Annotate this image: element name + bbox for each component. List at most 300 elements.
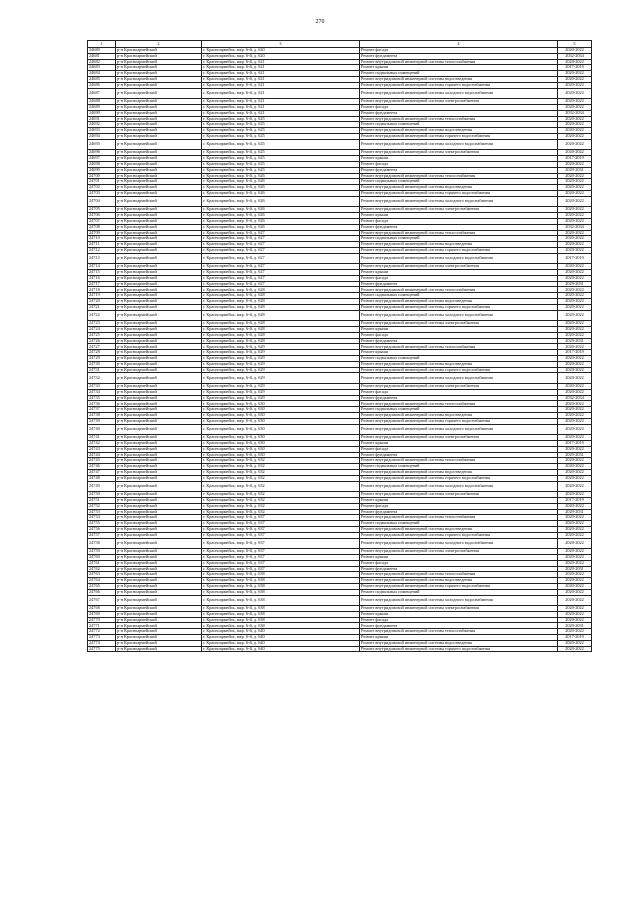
address-cell: г. Красноармейск, мкр. 6-й, д. 627 <box>202 275 360 281</box>
work-type-cell: Ремонт фундамента <box>360 53 558 59</box>
period-cell: 2017-2019 <box>558 497 592 503</box>
work-type-cell: Ремонт внутридомовой инженерной системы электроснабжения <box>360 384 558 390</box>
period-cell: 2020-2022 <box>558 128 592 134</box>
work-type-cell: Ремонт внутридомовой инженерной системы электроснабжения <box>360 606 558 612</box>
work-type-cell: Ремонт фасада <box>360 275 558 281</box>
address-cell: г. Красноармейск, мкр. 6-й, д. 621 <box>202 65 360 71</box>
address-cell: г. Красноармейск, мкр. 6-й, д. 640 <box>202 646 360 652</box>
work-type-cell: Ремонт внутридомовой инженерной системы горячего водоснабжения <box>360 646 558 652</box>
district-cell: р-н Красноармейский <box>116 65 202 71</box>
district-cell: р-н Красноармейский <box>116 133 202 139</box>
period-cell: 2020-2022 <box>558 538 592 549</box>
period-cell: 2020-2022 <box>558 469 592 475</box>
work-type-cell: Ремонт внутридомовой инженерной системы горячего водоснабжения <box>360 583 558 589</box>
work-type-cell: Ремонт фундамента <box>360 338 558 344</box>
period-cell: 2020-2022 <box>558 179 592 185</box>
table-row <box>88 646 592 652</box>
district-cell: р-н Красноармейский <box>116 230 202 236</box>
district-cell: р-н Красноармейский <box>116 560 202 566</box>
period-cell: 2020-2022 <box>558 116 592 122</box>
address-cell: г. Красноармейск, мкр. 6-й, д. 637 <box>202 538 360 549</box>
row-number-cell: 24717 <box>88 281 116 287</box>
row-number-cell: 24742 <box>88 440 116 446</box>
row-number-cell: 24698 <box>88 161 116 167</box>
row-number-cell: 24735 <box>88 395 116 401</box>
row-number-cell: 24686 <box>88 82 116 88</box>
work-type-cell: Ремонт внутридомовой инженерной системы водоотведения <box>360 299 558 305</box>
work-type-cell: Ремонт крыши <box>360 270 558 276</box>
address-cell: г. Красноармейск, мкр. 6-й, д. 632 <box>202 475 360 481</box>
district-cell: р-н Красноармейский <box>116 492 202 498</box>
district-cell: р-н Красноармейский <box>116 350 202 356</box>
address-cell: г. Красноармейск, мкр. 6-й, д. 620 <box>202 53 360 59</box>
address-cell: г. Красноармейск, мкр. 6-й, д. 625 <box>202 128 360 134</box>
address-cell: г. Красноармейск, мкр. 6-й, д. 638 <box>202 611 360 617</box>
row-number-cell: 24721 <box>88 304 116 310</box>
work-type-cell: Ремонт крыши <box>360 213 558 219</box>
row-number-cell: 24773 <box>88 635 116 641</box>
period-cell: 2020-2022 <box>558 356 592 362</box>
capital-repair-table <box>87 40 592 652</box>
period-cell: 2020-2022 <box>558 424 592 435</box>
address-cell: г. Красноармейск, мкр. 6-й, д. 638 <box>202 572 360 578</box>
period-cell: 2020-2022 <box>558 133 592 139</box>
address-cell: г. Красноармейск, мкр. 6-й, д. 630 <box>202 440 360 446</box>
row-number-cell: 24761 <box>88 560 116 566</box>
period-cell: 2020-2022 <box>558 76 592 82</box>
period-cell: 2032-2034 <box>558 53 592 59</box>
period-cell: 2020-2022 <box>558 71 592 77</box>
address-cell: г. Красноармейск, мкр. 6-й, д. 640 <box>202 635 360 641</box>
row-number-cell: 24733 <box>88 384 116 390</box>
row-number-cell: 24718 <box>88 287 116 293</box>
work-type-cell: Ремонт фундамента <box>360 566 558 572</box>
row-number-cell: 24774 <box>88 640 116 646</box>
address-cell: г. Красноармейск, мкр. 6-й, д. 626 <box>202 196 360 207</box>
row-number-cell: 24683 <box>88 65 116 71</box>
period-cell: 2029-2031 <box>558 509 592 515</box>
work-type-cell: Ремонт крыши <box>360 65 558 71</box>
address-cell: г. Красноармейск, мкр. 6-й, д. 637 <box>202 515 360 521</box>
district-cell: р-н Красноармейский <box>116 589 202 595</box>
row-number-cell: 24696 <box>88 150 116 156</box>
district-cell: р-н Красноармейский <box>116 606 202 612</box>
address-cell: г. Красноармейск, мкр. 6-й, д. 630 <box>202 452 360 458</box>
row-number-cell: 24763 <box>88 572 116 578</box>
period-cell: 2020-2022 <box>558 617 592 623</box>
address-cell: г. Красноармейск, мкр. 6-й, д. 629 <box>202 373 360 384</box>
work-type-cell: Ремонт фундамента <box>360 167 558 173</box>
period-cell: 2020-2022 <box>558 464 592 470</box>
row-number-cell: 24724 <box>88 327 116 333</box>
district-cell: р-н Красноармейский <box>116 156 202 162</box>
table-row <box>88 424 592 435</box>
row-number-cell: 24766 <box>88 589 116 595</box>
row-number-cell: 24689 <box>88 104 116 110</box>
work-type-cell: Ремонт внутридомовой инженерной системы электроснабжения <box>360 99 558 105</box>
period-cell: 2020-2022 <box>558 242 592 248</box>
work-type-cell: Ремонт подвальных помещений <box>360 122 558 128</box>
row-number-cell: 24697 <box>88 156 116 162</box>
district-cell: р-н Красноармейский <box>116 53 202 59</box>
district-cell: р-н Красноармейский <box>116 611 202 617</box>
row-number-cell: 24728 <box>88 350 116 356</box>
period-cell: 2020-2022 <box>558 344 592 350</box>
address-cell: г. Красноармейск, мкр. 6-й, д. 637 <box>202 566 360 572</box>
work-type-cell: Ремонт внутридомовой инженерной системы горячего водоснабжения <box>360 247 558 253</box>
address-cell: г. Красноармейск, мкр. 6-й, д. 626 <box>202 213 360 219</box>
row-number-cell: 24762 <box>88 566 116 572</box>
address-cell: г. Красноармейск, мкр. 6-й, д. 626 <box>202 185 360 191</box>
district-cell: р-н Красноармейский <box>116 207 202 213</box>
address-cell: г. Красноармейск, мкр. 6-й, д. 630 <box>202 435 360 441</box>
column-header: 5 <box>558 41 592 48</box>
address-cell: г. Красноармейск, мкр. 6-й, д. 628 <box>202 299 360 305</box>
row-number-cell: 24764 <box>88 578 116 584</box>
row-number-cell: 24719 <box>88 293 116 299</box>
row-number-cell: 24768 <box>88 606 116 612</box>
district-cell: р-н Красноармейский <box>116 99 202 105</box>
row-number-cell: 24747 <box>88 469 116 475</box>
work-type-cell: Ремонт крыши <box>360 327 558 333</box>
row-number-cell: 24692 <box>88 122 116 128</box>
address-cell: г. Красноармейск, мкр. 6-й, д. 630 <box>202 407 360 413</box>
district-cell: р-н Красноармейский <box>116 469 202 475</box>
row-number-cell: 24744 <box>88 452 116 458</box>
work-type-cell: Ремонт внутридомовой инженерной системы горячего водоснабжения <box>360 532 558 538</box>
district-cell: р-н Красноармейский <box>116 554 202 560</box>
work-type-cell: Ремонт внутридомовой инженерной системы водоотведения <box>360 242 558 248</box>
row-number-cell: 24738 <box>88 413 116 419</box>
work-type-cell: Ремонт внутридомовой инженерной системы горячего водоснабжения <box>360 475 558 481</box>
period-cell: 2017-2019 <box>558 350 592 356</box>
period-cell: 2020-2022 <box>558 270 592 276</box>
row-number-cell: 24736 <box>88 401 116 407</box>
table-row <box>88 139 592 150</box>
district-cell: р-н Красноармейский <box>116 640 202 646</box>
district-cell: р-н Красноармейский <box>116 583 202 589</box>
address-cell: г. Красноармейск, мкр. 6-й, д. 621 <box>202 88 360 99</box>
district-cell: р-н Красноармейский <box>116 304 202 310</box>
work-type-cell: Ремонт крыши <box>360 497 558 503</box>
row-number-cell: 24746 <box>88 464 116 470</box>
period-cell: 2020-2022 <box>558 299 592 305</box>
address-cell: г. Красноармейск, мкр. 6-й, д. 625 <box>202 161 360 167</box>
address-cell: г. Красноармейск, мкр. 6-й, д. 629 <box>202 344 360 350</box>
address-cell: г. Красноармейск, мкр. 6-й, д. 627 <box>202 264 360 270</box>
address-cell: г. Красноармейск, мкр. 6-й, д. 621 <box>202 76 360 82</box>
row-number-cell: 24754 <box>88 515 116 521</box>
period-cell: 2020-2022 <box>558 332 592 338</box>
row-number-cell: 24725 <box>88 332 116 338</box>
district-cell: р-н Красноармейский <box>116 538 202 549</box>
district-cell: р-н Красноармейский <box>116 236 202 242</box>
address-cell: г. Красноармейск, мкр. 6-й, д. 629 <box>202 389 360 395</box>
district-cell: р-н Красноармейский <box>116 275 202 281</box>
address-cell: г. Красноармейск, мкр. 6-й, д. 630 <box>202 413 360 419</box>
address-cell: г. Красноармейск, мкр. 6-й, д. 627 <box>202 230 360 236</box>
row-number-cell: 24694 <box>88 133 116 139</box>
period-cell: 2020-2022 <box>558 213 592 219</box>
period-cell: 2020-2022 <box>558 384 592 390</box>
period-cell: 2020-2022 <box>558 418 592 424</box>
work-type-cell: Ремонт подвальных помещений <box>360 521 558 527</box>
address-cell: г. Красноармейск, мкр. 6-й, д. 632 <box>202 509 360 515</box>
district-cell: р-н Красноармейский <box>116 224 202 230</box>
work-type-cell: Ремонт внутридомовой инженерной системы теплоснабжения <box>360 230 558 236</box>
address-cell: г. Красноармейск, мкр. 6-й, д. 628 <box>202 327 360 333</box>
address-cell: г. Красноармейск, мкр. 6-й, д. 629 <box>202 361 360 367</box>
period-cell: 2017-2019 <box>558 156 592 162</box>
period-cell: 2020-2022 <box>558 475 592 481</box>
address-cell: г. Красноармейск, мкр. 6-й, д. 632 <box>202 469 360 475</box>
column-header: 3 <box>202 41 360 48</box>
period-cell: 2029-2031 <box>558 338 592 344</box>
district-cell: р-н Красноармейский <box>116 361 202 367</box>
district-cell: р-н Красноармейский <box>116 173 202 179</box>
district-cell: р-н Красноармейский <box>116 526 202 532</box>
period-cell: 2020-2022 <box>558 310 592 321</box>
period-cell: 2020-2022 <box>558 560 592 566</box>
work-type-cell: Ремонт крыши <box>360 156 558 162</box>
address-cell: г. Красноармейск, мкр. 6-й, д. 627 <box>202 253 360 264</box>
address-cell: г. Красноармейск, мкр. 6-й, д. 620 <box>202 48 360 54</box>
work-type-cell: Ремонт фасада <box>360 332 558 338</box>
period-cell: 2029-2031 <box>558 281 592 287</box>
address-cell: г. Красноармейск, мкр. 6-й, д. 629 <box>202 350 360 356</box>
district-cell: р-н Красноармейский <box>116 452 202 458</box>
work-type-cell: Ремонт фундамента <box>360 281 558 287</box>
period-cell: 2020-2022 <box>558 407 592 413</box>
work-type-cell: Ремонт внутридомовой инженерной системы теплоснабжения <box>360 629 558 635</box>
period-cell: 2020-2022 <box>558 275 592 281</box>
work-type-cell: Ремонт внутридомовой инженерной системы холодного водоснабжения <box>360 373 558 384</box>
row-number-cell: 24734 <box>88 389 116 395</box>
address-cell: г. Красноармейск, мкр. 6-й, д. 640 <box>202 640 360 646</box>
period-cell: 2020-2022 <box>558 361 592 367</box>
row-number-cell: 24700 <box>88 173 116 179</box>
address-cell: г. Красноармейск, мкр. 6-й, д. 638 <box>202 578 360 584</box>
row-number-cell: 24772 <box>88 629 116 635</box>
district-cell: р-н Красноармейский <box>116 321 202 327</box>
period-cell: 2020-2022 <box>558 230 592 236</box>
row-number-cell: 24709 <box>88 230 116 236</box>
address-cell: г. Красноармейск, мкр. 6-й, д. 627 <box>202 242 360 248</box>
work-type-cell: Ремонт внутридомовой инженерной системы холодного водоснабжения <box>360 481 558 492</box>
table-row <box>88 88 592 99</box>
district-cell: р-н Красноармейский <box>116 629 202 635</box>
work-type-cell: Ремонт внутридомовой инженерной системы горячего водоснабжения <box>360 82 558 88</box>
district-cell: р-н Красноармейский <box>116 458 202 464</box>
work-type-cell: Ремонт фундамента <box>360 452 558 458</box>
work-type-cell: Ремонт внутридомовой инженерной системы горячего водоснабжения <box>360 367 558 373</box>
row-number-cell: 24715 <box>88 270 116 276</box>
period-cell: 2020-2022 <box>558 218 592 224</box>
district-cell: р-н Красноармейский <box>116 572 202 578</box>
page-number: 270 <box>315 19 325 25</box>
address-cell: г. Красноармейск, мкр. 6-й, д. 625 <box>202 133 360 139</box>
period-cell: 2020-2022 <box>558 59 592 65</box>
address-cell: г. Красноармейск, мкр. 6-й, д. 637 <box>202 560 360 566</box>
district-cell: р-н Красноармейский <box>116 623 202 629</box>
district-cell: р-н Красноармейский <box>116 190 202 196</box>
work-type-cell: Ремонт внутридомовой инженерной системы холодного водоснабжения <box>360 139 558 150</box>
table-row <box>88 310 592 321</box>
row-number-cell: 24748 <box>88 475 116 481</box>
address-cell: г. Красноармейск, мкр. 6-й, д. 632 <box>202 497 360 503</box>
table-row <box>88 196 592 207</box>
work-type-cell: Ремонт фундамента <box>360 509 558 515</box>
period-cell: 2020-2022 <box>558 48 592 54</box>
period-cell: 2020-2022 <box>558 247 592 253</box>
period-cell: 2020-2022 <box>558 611 592 617</box>
work-type-cell: Ремонт фасада <box>360 48 558 54</box>
district-cell: р-н Красноармейский <box>116 71 202 77</box>
district-cell: р-н Красноармейский <box>116 566 202 572</box>
address-cell: г. Красноармейск, мкр. 6-й, д. 625 <box>202 156 360 162</box>
period-cell: 2020-2022 <box>558 82 592 88</box>
row-number-cell: 24745 <box>88 458 116 464</box>
row-number-cell: 24758 <box>88 538 116 549</box>
address-cell: г. Красноармейск, мкр. 6-й, д. 637 <box>202 554 360 560</box>
address-cell: г. Красноармейск, мкр. 6-й, д. 638 <box>202 589 360 595</box>
address-cell: г. Красноармейск, мкр. 6-й, д. 632 <box>202 503 360 509</box>
work-type-cell: Ремонт крыши <box>360 350 558 356</box>
work-type-cell: Ремонт внутридомовой инженерной системы электроснабжения <box>360 150 558 156</box>
work-type-cell: Ремонт крыши <box>360 554 558 560</box>
period-cell: 2020-2022 <box>558 554 592 560</box>
address-cell: г. Красноармейск, мкр. 6-й, д. 628 <box>202 338 360 344</box>
work-type-cell: Ремонт подвальных помещений <box>360 407 558 413</box>
row-number-cell: 24726 <box>88 338 116 344</box>
work-type-cell: Ремонт внутридомовой инженерной системы теплоснабжения <box>360 515 558 521</box>
period-cell: 2020-2022 <box>558 589 592 595</box>
row-number-cell: 24750 <box>88 492 116 498</box>
work-type-cell: Ремонт фундамента <box>360 395 558 401</box>
period-cell: 2020-2022 <box>558 207 592 213</box>
district-cell: р-н Красноармейский <box>116 116 202 122</box>
period-cell: 2020-2022 <box>558 526 592 532</box>
row-number-cell: 24731 <box>88 367 116 373</box>
table-row <box>88 538 592 549</box>
row-number-cell: 24739 <box>88 418 116 424</box>
address-cell: г. Красноармейск, мкр. 6-й, д. 638 <box>202 583 360 589</box>
address-cell: г. Красноармейск, мкр. 6-й, д. 632 <box>202 458 360 464</box>
period-cell: 2020-2022 <box>558 646 592 652</box>
row-number-cell: 24703 <box>88 190 116 196</box>
period-cell: 2029-2031 <box>558 452 592 458</box>
district-cell: р-н Красноармейский <box>116 299 202 305</box>
district-cell: р-н Красноармейский <box>116 521 202 527</box>
district-cell: р-н Красноармейский <box>116 367 202 373</box>
work-type-cell: Ремонт внутридомовой инженерной системы теплоснабжения <box>360 59 558 65</box>
period-cell: 2029-2031 <box>558 623 592 629</box>
district-cell: р-н Красноармейский <box>116 635 202 641</box>
district-cell: р-н Красноармейский <box>116 338 202 344</box>
address-cell: г. Красноармейск, мкр. 6-й, д. 626 <box>202 190 360 196</box>
period-cell: 2020-2022 <box>558 503 592 509</box>
district-cell: р-н Красноармейский <box>116 213 202 219</box>
work-type-cell: Ремонт внутридомовой инженерной системы горячего водоснабжения <box>360 190 558 196</box>
work-type-cell: Ремонт внутридомовой инженерной системы теплоснабжения <box>360 116 558 122</box>
period-cell: 2029-2031 <box>558 566 592 572</box>
work-type-cell: Ремонт фасада <box>360 218 558 224</box>
work-type-cell: Ремонт внутридомовой инженерной системы холодного водоснабжения <box>360 88 558 99</box>
district-cell: р-н Красноармейский <box>116 440 202 446</box>
district-cell: р-н Красноармейский <box>116 139 202 150</box>
table-body <box>88 48 592 652</box>
district-cell: р-н Красноармейский <box>116 59 202 65</box>
work-type-cell: Ремонт фундамента <box>360 623 558 629</box>
district-cell: р-н Красноармейский <box>116 150 202 156</box>
address-cell: г. Красноармейск, мкр. 6-й, д. 621 <box>202 104 360 110</box>
district-cell: р-н Красноармейский <box>116 446 202 452</box>
district-cell: р-н Красноармейский <box>116 356 202 362</box>
work-type-cell: Ремонт внутридомовой инженерной системы холодного водоснабжения <box>360 253 558 264</box>
district-cell: р-н Красноармейский <box>116 384 202 390</box>
period-cell: 2020-2022 <box>558 389 592 395</box>
address-cell: г. Красноармейск, мкр. 6-й, д. 637 <box>202 521 360 527</box>
period-cell: 2032-2034 <box>558 110 592 116</box>
table-row <box>88 253 592 264</box>
period-cell: 2020-2022 <box>558 196 592 207</box>
work-type-cell: Ремонт подвальных помещений <box>360 71 558 77</box>
address-cell: г. Красноармейск, мкр. 6-й, д. 638 <box>202 606 360 612</box>
table-row <box>88 595 592 606</box>
row-number-cell: 24749 <box>88 481 116 492</box>
district-cell: р-н Красноармейский <box>116 497 202 503</box>
row-number-cell: 24714 <box>88 264 116 270</box>
period-cell: 2020-2022 <box>558 492 592 498</box>
row-number-cell: 24765 <box>88 583 116 589</box>
work-type-cell: Ремонт внутридомовой инженерной системы холодного водоснабжения <box>360 538 558 549</box>
district-cell: р-н Красноармейский <box>116 532 202 538</box>
row-number-cell: 24687 <box>88 88 116 99</box>
address-cell: г. Красноармейск, мкр. 6-й, д. 629 <box>202 384 360 390</box>
work-type-cell: Ремонт внутридомовой инженерной системы холодного водоснабжения <box>360 424 558 435</box>
district-cell: р-н Красноармейский <box>116 82 202 88</box>
address-cell: г. Красноармейск, мкр. 6-й, д. 621 <box>202 99 360 105</box>
address-cell: г. Красноармейск, мкр. 6-й, д. 628 <box>202 310 360 321</box>
row-number-cell: 24680 <box>88 48 116 54</box>
address-cell: г. Красноармейск, мкр. 6-й, д. 628 <box>202 321 360 327</box>
district-cell: р-н Красноармейский <box>116 481 202 492</box>
district-cell: р-н Красноармейский <box>116 407 202 413</box>
period-cell: 2020-2022 <box>558 321 592 327</box>
work-type-cell: Ремонт внутридомовой инженерной системы электроснабжения <box>360 549 558 555</box>
work-type-cell: Ремонт подвальных помещений <box>360 589 558 595</box>
work-type-cell: Ремонт внутридомовой инженерной системы водоотведения <box>360 76 558 82</box>
district-cell: р-н Красноармейский <box>116 253 202 264</box>
district-cell: р-н Красноармейский <box>116 509 202 515</box>
row-number-cell: 24722 <box>88 310 116 321</box>
work-type-cell: Ремонт внутридомовой инженерной системы водоотведения <box>360 185 558 191</box>
period-cell: 2017-2019 <box>558 635 592 641</box>
period-cell: 2020-2022 <box>558 287 592 293</box>
row-number-cell: 24727 <box>88 344 116 350</box>
work-type-cell: Ремонт внутридомовой инженерной системы теплоснабжения <box>360 572 558 578</box>
period-cell: 2020-2022 <box>558 104 592 110</box>
work-type-cell: Ремонт фасада <box>360 161 558 167</box>
period-cell: 2020-2022 <box>558 236 592 242</box>
period-cell: 2017-2019 <box>558 440 592 446</box>
district-cell: р-н Красноармейский <box>116 293 202 299</box>
district-cell: р-н Красноармейский <box>116 327 202 333</box>
row-number-cell: 24740 <box>88 424 116 435</box>
period-cell: 2017-2019 <box>558 65 592 71</box>
work-type-cell: Ремонт внутридомовой инженерной системы горячего водоснабжения <box>360 133 558 139</box>
work-type-cell: Ремонт фундамента <box>360 224 558 230</box>
